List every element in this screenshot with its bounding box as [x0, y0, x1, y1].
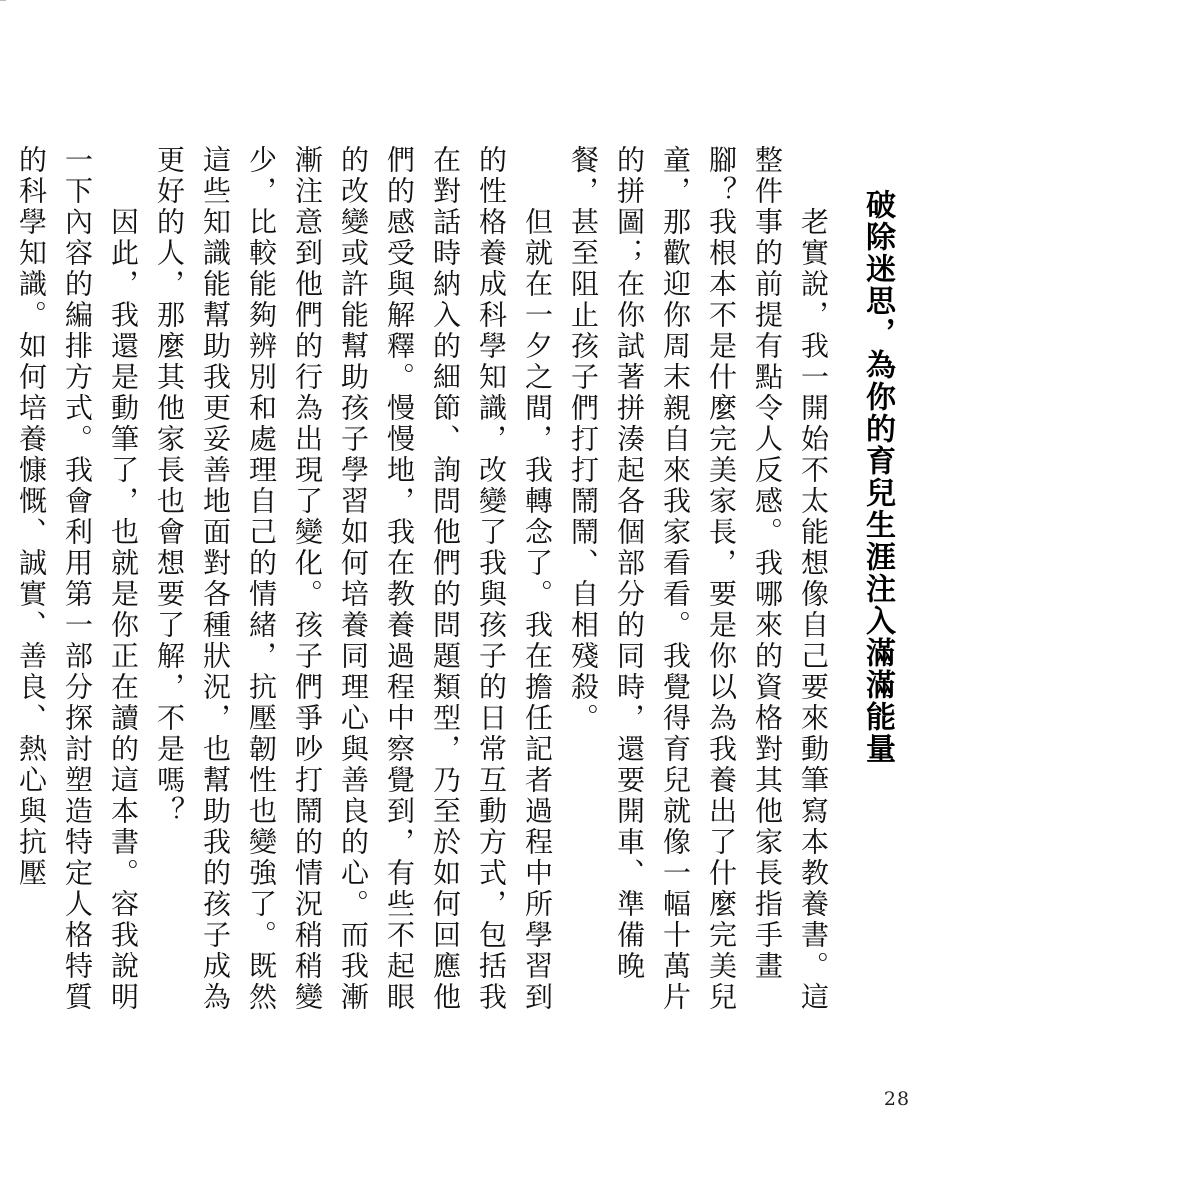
paragraph-1: 老實說，我一開始不太能想像自己要來動筆寫本教養書。這整件事的前提有點令人反感。我哪來的資格對其他家長指手畫腳？我根本不是什麼完美家長，要是你以為我養出了什麼完美兒童，那歡迎你周末親自來我家看看。我覺得育兒就像一幅十萬片的拼圖；在你試著拼湊起各個部分的同時，還要開車、準備晚餐，甚至阻止孩子們打打鬧鬧、自相殘殺。 [567, 145, 830, 1013]
vertical-text-block [15, 145, 910, 1035]
paragraph-3: 因此，我還是動筆了，也就是你正在讀的這本書。容我說明一下內容的編排方式。我會利用第一部分探討塑造特定人格特質的科學知識。如何培養慷慨、誠實、善良、熱心與抗壓 [15, 145, 140, 1013]
section-heading: 破除迷思，為你的育兒生涯注入滿滿能量 [860, 189, 895, 765]
paragraph-2: 但就在一夕之間，我轉念了。我在擔任記者過程中所學習到的性格養成科學知識，改變了我與孩子的日常互動方式，包括我在對話時納入的細節、詢問他們的問題類型，乃至於如何回應他們的感受與解釋。慢慢地，我在教養過程中察覺到，有些不起眼的改變或許能幫助孩子學習如何培養同理心與善良的心。而我漸漸注意到他們的行為出現了變化。孩子們爭吵打鬧的情況稍稍變少，比較能夠辨別和處理自己的情緒，抗壓韌性也變強了。既然這些知識能幫助我更妥善地面對各種狀況，也幫助我的孩子成為更好的人，那麼其他家長也會想要了解，不是嗎？ [153, 145, 554, 1013]
page-number: 28 [883, 1088, 911, 1110]
scan-corner-mark [0, 0, 6, 1]
